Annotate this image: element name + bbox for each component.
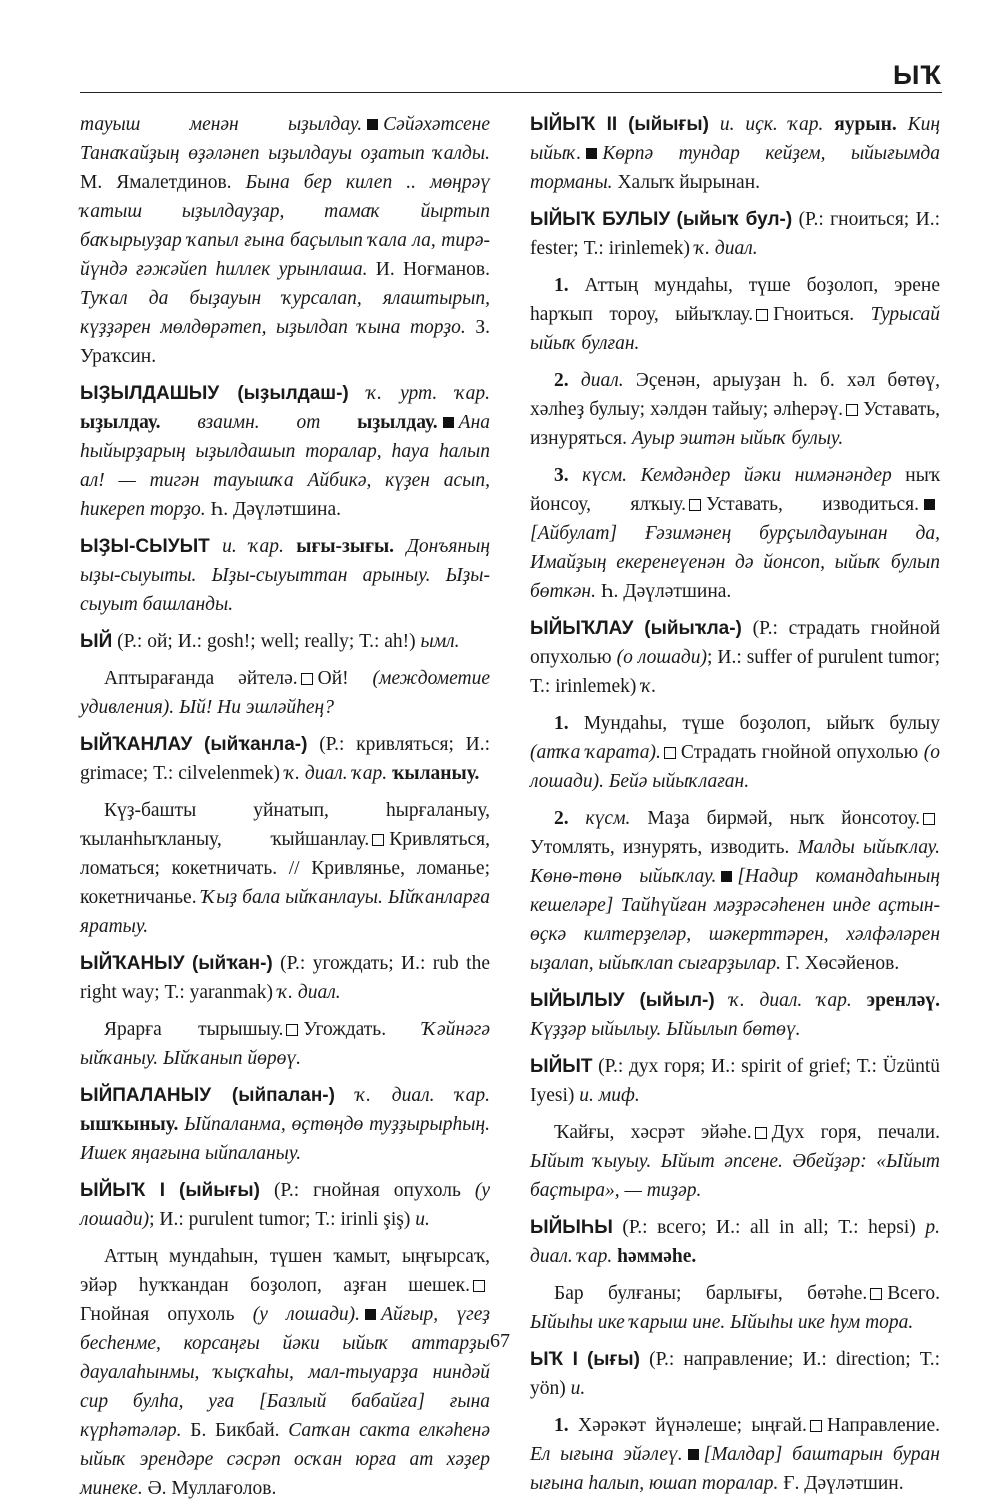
translation-marker-icon	[372, 834, 384, 846]
entry-yypalanyu: ЫЙПАЛАНЫУ (ыйпалан-) ҡ. диал. ҡар. ышҡыныу. Ыйпаланма, өҫтөңдө туҙҙырырһың. Ишек яңағына ыйпаланыу.	[80, 1085, 491, 1164]
sense-definition: Ярарға тырышыу. Угождать. Ҡәйнәгә ыйҡаныу. Ыйҡанып йөрөү.	[80, 1019, 490, 1069]
example-marker-icon	[443, 417, 454, 428]
entry-yy: ЫЙ (Р.: ой; И.: gosh!; well; really; Т.: ah!) ымл.	[80, 631, 460, 652]
example-marker-icon	[688, 1449, 699, 1460]
sense-1: 1. Хәрәкәт йүнәлеше; ыңғай. Направление. Ел ығына эйәлеү. [Малдар] баштарын буран ығына һалып, юшап торалар. Ғ. Дәүләтшин.	[530, 1415, 940, 1494]
headword: ЫЙЫҠ БУЛЫУ	[530, 209, 671, 230]
left-column	[80, 110, 490, 1511]
headword: ЫЙЫҠ II	[530, 114, 618, 135]
headword: ЫЙПАЛАНЫУ	[80, 1085, 212, 1106]
page-number: 67	[490, 1330, 510, 1352]
headword: ЫЙЫТ	[530, 1056, 593, 1077]
entry-yyyk-2: ЫЙЫҠ II (ыйығы) и. иҫк. ҡар. яурын. Киң ыйыҡ. Көрпә тундар кейҙем, ыйығымда торманы. Халыҡ йырынан.	[530, 114, 940, 193]
headword: ЫҘЫ-СЫУЫТ	[80, 536, 210, 557]
sense-1: 1. Мундаһы, түше боҙолоп, ыйыҡ булыу (атҡа ҡарата). Страдать гнойной опухолью (о лошади). Бейә ыйыҡлаған.	[530, 713, 941, 792]
headword: ЫЙЫЛЫУ	[530, 990, 625, 1011]
entry-yyyk-bulyu: ЫЙЫҠ БУЛЫУ (ыйыҡ бул-) (Р.: гноиться; И.: fester; Т.: irinlemek) ҡ. диал.	[530, 209, 940, 259]
headword: ЫЙЫҠ I	[80, 1180, 165, 1201]
headword: ЫЙЫҠЛАУ	[530, 618, 634, 639]
entry-yyylyu: ЫЙЫЛЫУ (ыйыл-) ҡ. диал. ҡар. эренләү. Күҙҙәр ыйылыу. Ыйылып бөтөү.	[530, 990, 941, 1040]
entry-yzyldashyu: ЫҘЫЛДАШЫУ (ыҙылдаш-) ҡ. урт. ҡар. ыҙылдау. взаимн. от ыҙылдау. Ана һыйырҙарың ыҙылдашып торалар, һауа һалып ал! — тигән тауышҡа Айбикә, күҙен асып, һикереп торҙо. Һ. Дәүләтшина.	[80, 383, 491, 520]
example-marker-icon	[365, 1309, 376, 1320]
translation-marker-icon	[846, 404, 858, 416]
example-marker-icon	[586, 148, 597, 159]
headword: ЫЙҠАНЫУ	[80, 953, 185, 974]
entry-yyyhy: ЫЙЫҺЫ (Р.: всего; И.: all in all; Т.: hepsi) р. диал. ҡар. һәммәһе.	[530, 1217, 940, 1267]
sense-definition: Аттың мундаһын, түшен ҡамыт, ыңғырсаҡ, эйәр һуҡҡандан боҙолоп, аҙған шешек.Гнойная опухоль (у лошади). Айғыр, үгеҙ бесһенме, корсаңғы йәки ыйыҡ аттарҙы дауалаһынмы, ҡыҫҡаһы, мал-тыуарҙа ниндәй сир булһа, уға [Базлый бабайға] ғына күрһәтәләр. Б. Бикбай. Сапҡан сакта елкәһенә ыйыҡ эрендәре сәсрәп осҡан юрға ат хәҙер минеке. Ә. Муллағолов.	[80, 1246, 491, 1499]
page-header	[0, 0, 1000, 100]
translation-marker-icon	[664, 747, 676, 759]
example-marker-icon	[367, 119, 378, 130]
headword: ЫҠ I	[530, 1349, 578, 1370]
headword: ЫЙҠАНЛАУ	[80, 734, 193, 755]
sense-definition: Бар булғаны; барлығы, бөтәһе. Всего. Ыйыһы ике ҡарыш ине. Ыйыһы ике һум тора.	[530, 1283, 940, 1333]
sense-1: 1. Аттың мундаһы, түше боҙолоп, эрене һарҡып тороу, ыйыҡлау. Гноиться. Турысай ыйыҡ булған.	[530, 275, 941, 354]
translation-marker-icon	[923, 813, 935, 825]
running-head: ЫҠ	[893, 60, 942, 90]
entry-yyyklau: ЫЙЫҠЛАУ (ыйыҡла-) (Р.: страдать гнойной опухолью (о лошади); И.: suffer of purulent tumor; Т.: irinlemek) ҡ.	[530, 618, 941, 697]
example-marker-icon	[924, 499, 935, 510]
entry-yyyt: ЫЙЫТ (Р.: дух горя; И.: spirit of grief; Т.: Üzüntü Iyesi) и. миф.	[530, 1056, 941, 1106]
translation-marker-icon	[301, 673, 313, 685]
sense-definition: Аптырағанда әйтелә. Ой! (междометие удивления). Ый! Ни эшләйһең?	[80, 668, 490, 718]
entry-yykanyu: ЫЙҠАНЫУ (ыйҡан-) (Р.: угождать; И.: rub the right way; Т.: yaranmak) ҡ. диал.	[80, 953, 490, 1003]
entry-continuation: тауыш менән ыҙылдау. Сәйәхәтсене Танаҡайҙың өҙәләнеп ыҙылдауы оҙатып ҡалды. М. Ямалетдинов. Бына бер килеп .. мөңрәү ҡатыш ыҙылдауҙар, тамаҡ йыртып баҡырыуҙар ҡапыл ғына баҫылып ҡала ла, тирә-йүндә ғәжәйеп һиллек урынлаша. И. Ноғманов. Туҡал да быҙауын ҡурсалап, ялаштырып, күҙҙәрен мөлдөрәтеп, ыҙылдап ҡына торҙо. З. Ураҡсин.	[80, 114, 491, 367]
translation-marker-icon	[810, 1420, 822, 1432]
entry-yyyk-1: ЫЙЫҠ I (ыйығы) (Р.: гнойная опухоль (у лошади); И.: purulent tumor; Т.: irinli şiş) и.	[80, 1180, 491, 1230]
sense-3: 3. күсм. Кемдәндер йәки нимәнәндер ныҡ йонсоу, ялҡыу. Уставать, изводиться.[Айбулат] Ғәзимәнең бурҫылдауынан да, Имайҙың екеренеүенән дә йонсоп, ыйыҡ булып бөткән. Һ. Дәүләтшина.	[530, 465, 941, 602]
header-rule	[80, 92, 942, 93]
headword: ЫҘЫЛДАШЫУ	[80, 383, 220, 404]
translation-marker-icon	[755, 1127, 767, 1139]
translation-marker-icon	[756, 309, 768, 321]
sense-2: 2. диал. Эҫенән, арыуҙан һ. б. хәл бөтөү, хәлһеҙ булыу; хәлдән тайыу; әлһерәү. Уставать, изнуряться. Ауыр эштән ыйыҡ булыу.	[530, 370, 940, 449]
translation-marker-icon	[870, 1288, 882, 1300]
entry-yk-1: ЫҠ I (ығы) (Р.: направление; И.: direction; Т.: yön) и.	[530, 1349, 941, 1399]
entry-yykanlau: ЫЙҠАНЛАУ (ыйҡанла-) (Р.: кривляться; И.: grimace; Т.: cilvelenmek) ҡ. диал. ҡар. ҡыланыу.	[80, 734, 490, 784]
sense-definition: Күҙ-башты уйнатып, һырғаланыу, ҡыланһыҡланыу, ҡыйшанлау. Кривляться, ломаться; кокетничать. // Кривлянье, ломанье; кокетничанье. Ҡыҙ бала ыйҡанлауы. Ыйҡанларға яратыу.	[80, 800, 491, 937]
translation-marker-icon	[689, 499, 701, 511]
sense-2: 2. күсм. Маҙа бирмәй, ныҡ йонсотоу.Утомлять, изнурять, изводить. Малды ыйыҡлау. Көнө-төнө ыйыҡлау. [Надир командаһының кешеләре] Тайһүйған мәҙрәсәһенен инде аҫтын-өҫкә килтерҙеләр, шәкерттәрен, хәлфәләрен ыҙалап, ыйыҡлап сығарҙылар. Г. Хөсәйенов.	[530, 808, 940, 974]
example-marker-icon	[721, 871, 732, 882]
translation-marker-icon	[286, 1024, 298, 1036]
sense-definition: Ҡайғы, хәсрәт эйәһе. Дух горя, печали. Ыйыт ҡыуыу. Ыйыт әпсене. Әбейҙәр: «Ыйыт баҫтыра», — тиҙәр.	[530, 1122, 940, 1201]
headword: ЫЙЫҺЫ	[530, 1217, 613, 1238]
entry-yzy-syuyt: ЫҘЫ-СЫУЫТ и. ҡар. ығы-зығы. Донъяның ыҙы-сыуыты. Ыҙы-сыуыттан арыныу. Ыҙы-сыуыт башланды.	[80, 536, 491, 615]
right-column	[530, 110, 940, 1506]
headword: ЫЙ	[80, 631, 113, 652]
translation-marker-icon	[473, 1280, 485, 1292]
